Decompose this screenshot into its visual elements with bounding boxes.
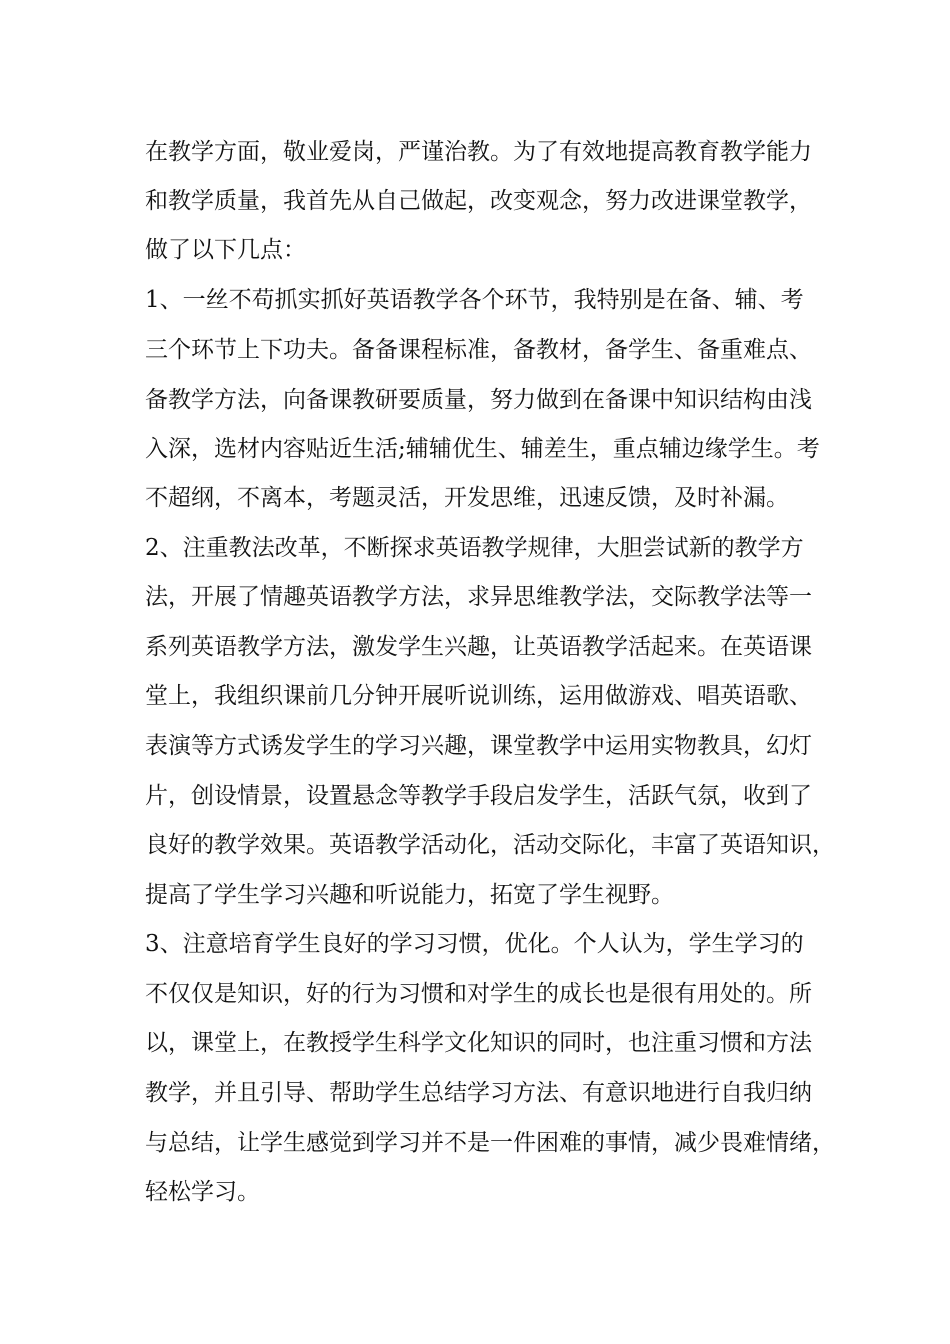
text-line-16: 提高了学生学习兴趣和听说能力，拓宽了学生视野。: [145, 882, 674, 908]
text-line-8: 不超纲，不离本，考题灵活，开发思维，迅速反馈，及时补漏。: [145, 485, 789, 511]
text-line-5: 三个环节上下功夫。备备课程标准，备教材，备学生、备重难点、: [145, 337, 812, 363]
text-line-15: 良好的教学效果。英语教学活动化，活动交际化，丰富了英语知识，: [145, 832, 835, 858]
text-line-12: 堂上，我组织课前几分钟开展听说训练，运用做游戏、唱英语歌、: [145, 683, 812, 709]
text-line-14: 片，创设情景，设置悬念等教学手段启发学生，活跃气氛，收到了: [145, 783, 812, 809]
text-line-9: 2、注重教法改革，不断探求英语教学规律，大胆尝试新的教学方: [145, 535, 804, 561]
text-line-17: 3、注意培育学生良好的学习习惯，优化。个人认为，学生学习的: [145, 931, 804, 957]
text-line-18: 不仅仅是知识，好的行为习惯和对学生的成长也是很有用处的。所: [145, 981, 812, 1007]
text-line-1: 在教学方面，敬业爱岗，严谨治教。为了有效地提高教育教学能力: [145, 139, 812, 165]
text-line-22: 轻松学习。: [145, 1179, 260, 1205]
text-line-2: 和教学质量，我首先从自己做起，改变观念，努力改进课堂教学，: [145, 188, 812, 214]
text-line-19: 以，课堂上，在教授学生科学文化知识的同时，也注重习惯和方法: [145, 1030, 812, 1056]
text-line-6: 备教学方法，向备课教研要质量，努力做到在备课中知识结构由浅: [145, 387, 812, 413]
text-line-3: 做了以下几点：: [145, 237, 306, 263]
text-line-21: 与总结，让学生感觉到学习并不是一件困难的事情，减少畏难情绪，: [145, 1130, 835, 1156]
text-line-13: 表演等方式诱发学生的学习兴趣，课堂教学中运用实物教具，幻灯: [145, 733, 812, 759]
text-line-10: 法，开展了情趣英语教学方法，求异思维教学法，交际教学法等一: [145, 584, 812, 610]
text-line-20: 教学，并且引导、帮助学生总结学习方法、有意识地进行自我归纳: [145, 1080, 812, 1106]
text-line-4: 1、一丝不苟抓实抓好英语教学各个环节，我特别是在备、辅、考: [145, 287, 804, 313]
text-line-7: 入深，选材内容贴近生活;辅辅优生、辅差生，重点辅边缘学生。考: [145, 436, 820, 462]
text-line-11: 系列英语教学方法，激发学生兴趣，让英语教学活起来。在英语课: [145, 634, 812, 660]
